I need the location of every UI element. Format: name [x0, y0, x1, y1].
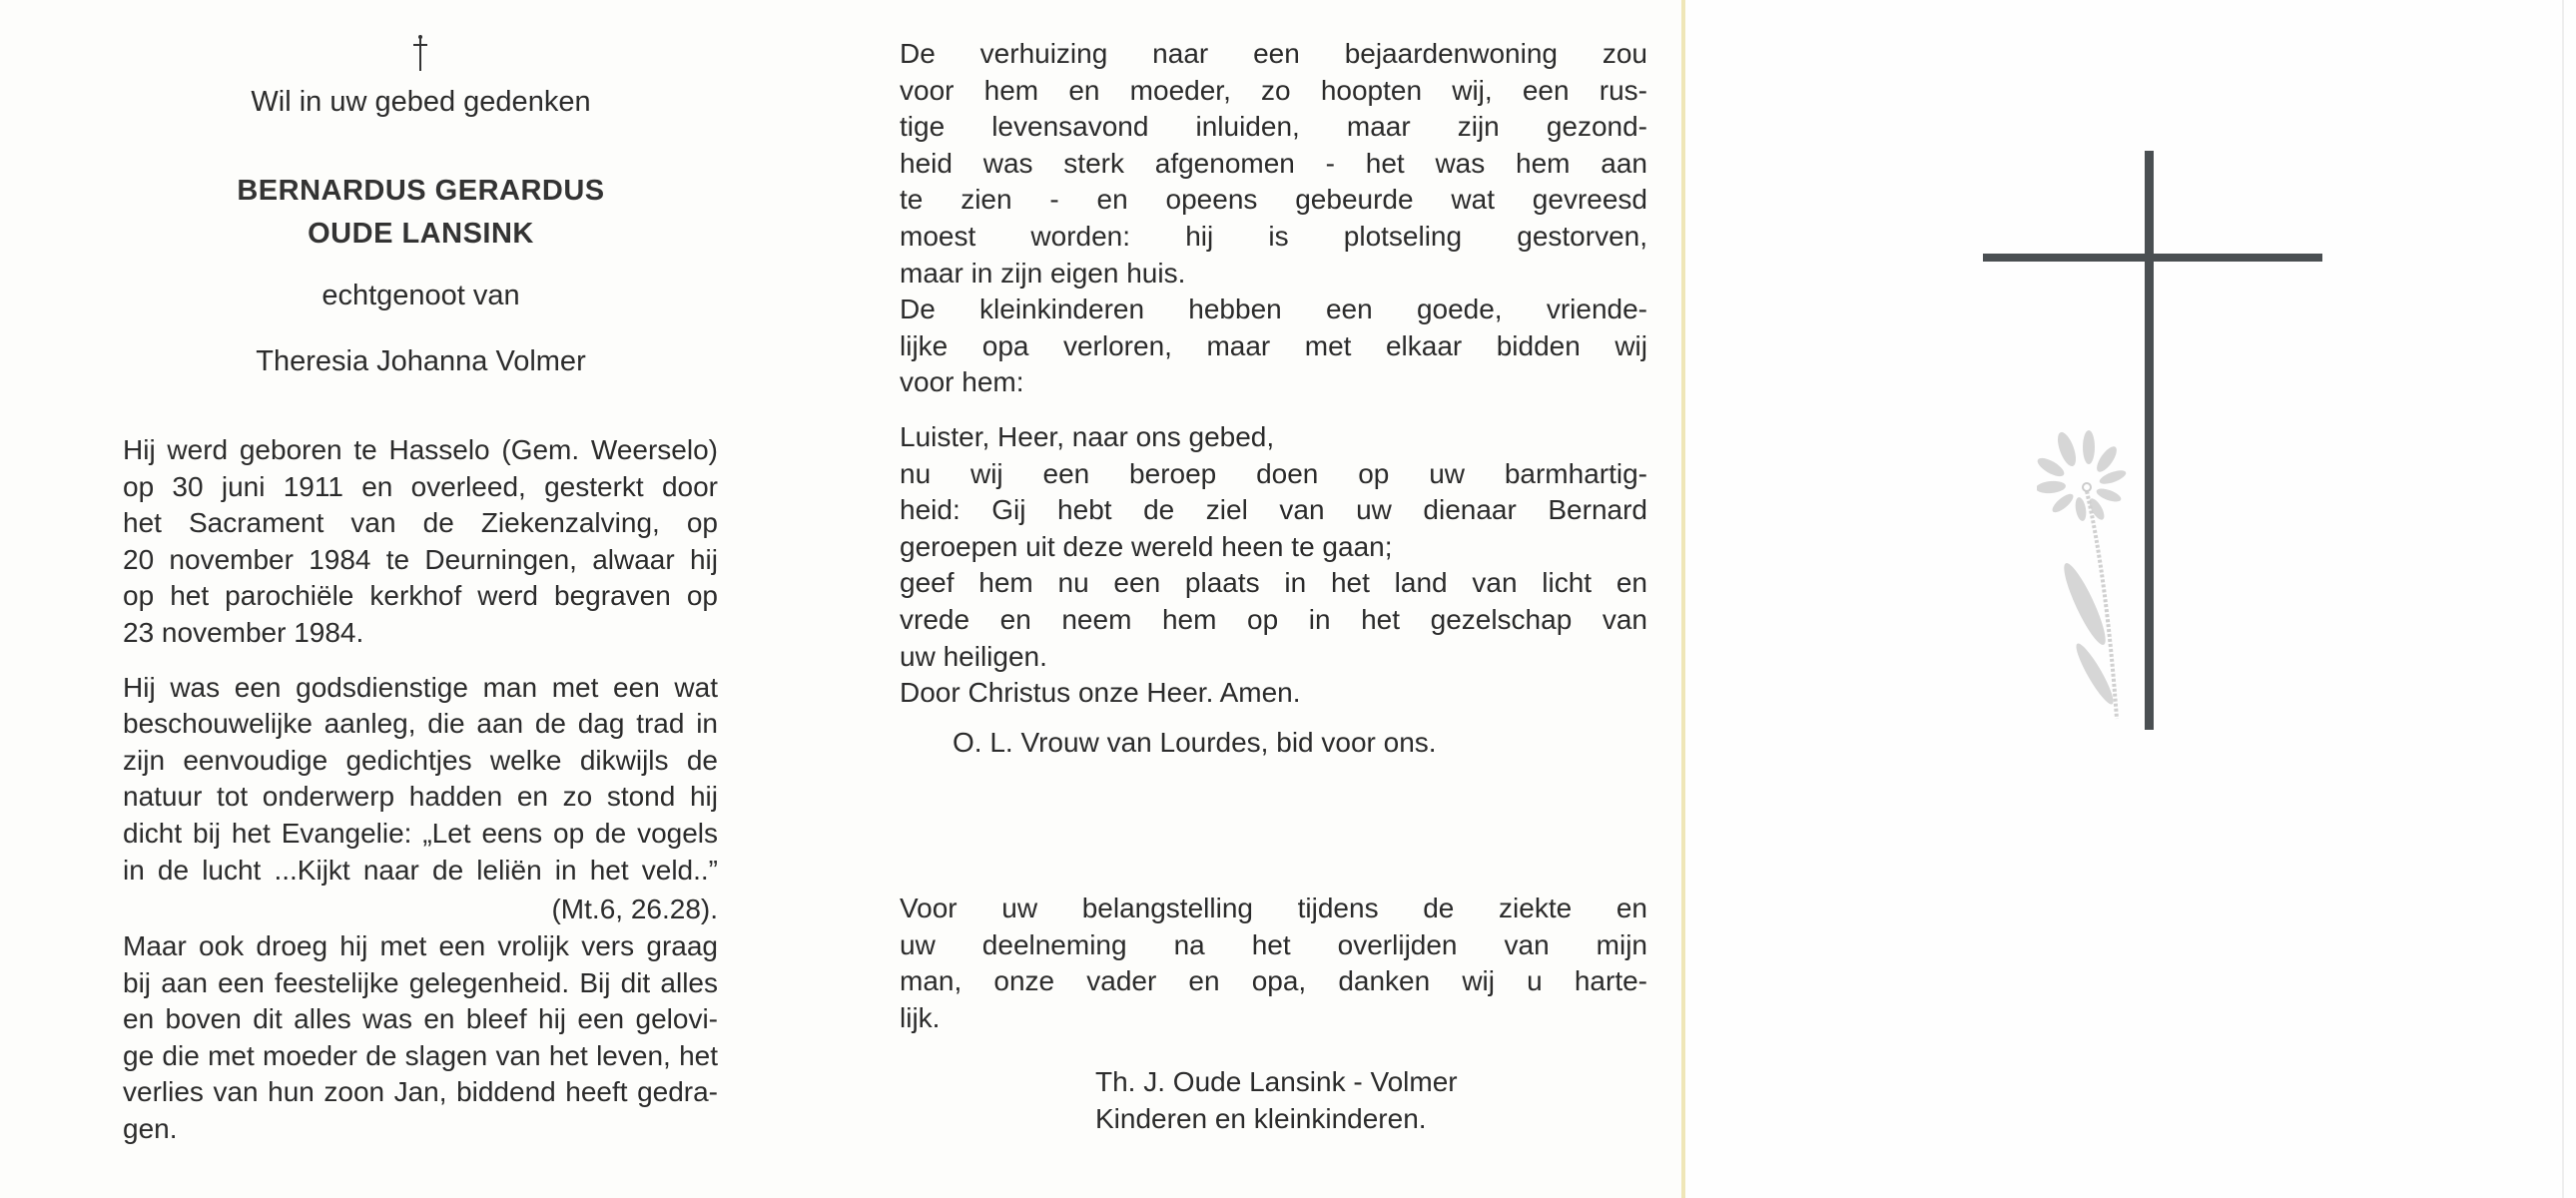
text-line: verlies van hun zoon Jan, biddend heeft gedra- — [123, 1076, 718, 1108]
card-edge — [2562, 0, 2564, 1198]
text-line: Luister, Heer, naar ons gebed, — [900, 421, 1275, 452]
invocation: Wil in uw gebed gedenken — [251, 86, 591, 118]
text-line: lijke opa verloren, maar met elkaar bidden wij — [900, 329, 1647, 361]
cross-beam — [1983, 254, 2322, 262]
text-line: Door Christus onze Heer. Amen. — [900, 677, 1301, 709]
text-line: Hij werd geboren te Hasselo (Gem. Weerselo) — [123, 434, 718, 465]
flower-icon — [2037, 429, 2147, 729]
text-line: moest worden: hij is plotseling gestorven, — [900, 220, 1647, 252]
text-line: maar in zijn eigen huis. — [900, 257, 1186, 289]
bible-citation: (Mt.6, 26.28). — [551, 894, 718, 924]
text-line: heid: Gij hebt de ziel van uw dienaar Bernard — [900, 494, 1647, 526]
thanks-text — [900, 891, 1647, 1036]
text-line: bij aan een feestelijke gelegenheid. Bij dit alles — [123, 966, 718, 998]
text-line: dicht bij het Evangelie: „Let eens op de vogels — [123, 817, 718, 849]
deceased-name-line1: BERNARDUS GERARDUS — [237, 175, 605, 207]
spouse-label: echtgenoot van — [322, 280, 520, 311]
text-line: ge die met moeder de slagen van het leven, het — [123, 1039, 718, 1071]
dagger-icon — [409, 34, 431, 72]
biography-text — [123, 432, 718, 889]
text-line: in de lucht ...Kijkt naar de leliën in het veld..” — [123, 854, 718, 886]
text-line: het Sacrament van de Ziekenzalving, op — [123, 507, 718, 539]
marian-invocation: O. L. Vrouw van Lourdes, bid voor ons. — [953, 727, 1437, 758]
text-line: uw deelneming na het overlijden van mijn — [900, 928, 1647, 960]
signature-line1: Th. J. Oude Lansink - Volmer — [1095, 1066, 1458, 1097]
biography-text-continued — [123, 928, 718, 1148]
text-line: te zien - en opeens gebeurde wat gevreesd — [900, 184, 1647, 216]
text-line: lijk. — [900, 1001, 941, 1033]
deceased-name-line2: OUDE LANSINK — [308, 218, 534, 250]
text-line: man, onze vader en opa, danken wij u harte- — [900, 965, 1647, 997]
text-line: Hij was een godsdienstige man met een wat — [123, 671, 718, 703]
signature-line2: Kinderen en kleinkinderen. — [1095, 1103, 1427, 1134]
text-line: vrede en neem hem op in het gezelschap van — [900, 603, 1647, 635]
text-line: op 30 juni 1911 en overleed, gesterkt door — [123, 470, 718, 502]
text-line: en boven dit alles was en bleef hij een gelovi- — [123, 1003, 718, 1035]
prayer-text — [900, 419, 1647, 712]
text-line: beschouwelijke aanleg, die aan de dag trad in — [123, 708, 718, 740]
story-text — [900, 36, 1647, 401]
text-line: De kleinkinderen hebben een goede, vriende- — [900, 294, 1647, 325]
text-line: De verhuizing naar een bejaardenwoning zou — [900, 38, 1647, 69]
text-line: geef hem nu een plaats in het land van licht en — [900, 567, 1647, 599]
text-line: voor hem en moeder, zo hoopten wij, een rus- — [900, 74, 1647, 106]
text-line: gen. — [123, 1112, 178, 1144]
text-line: op het parochiële kerkhof werd begraven op — [123, 580, 718, 612]
text-line: voor hem: — [900, 366, 1024, 398]
spouse-name: Theresia Johanna Volmer — [256, 345, 586, 377]
text-line: zijn eenvoudige gedichtjes welke dikwijls de — [123, 744, 718, 776]
text-line: nu wij een beroep doen op uw barmhartig- — [900, 457, 1647, 489]
card-fold-line — [1681, 0, 1685, 1198]
left-panel — [0, 0, 842, 1198]
text-line: uw heiligen. — [900, 640, 1047, 672]
text-line: natuur tot onderwerp hadden en zo stond hij — [123, 781, 718, 813]
text-line: 20 november 1984 te Deurningen, alwaar hij — [123, 543, 718, 575]
paragraph-gap — [123, 652, 718, 670]
text-line: 23 november 1984. — [123, 616, 364, 648]
text-line: geroepen uit deze wereld heen te gaan; — [900, 530, 1393, 562]
middle-panel — [842, 0, 1683, 1198]
text-line: Voor uw belangstelling tijdens de ziekte en — [900, 893, 1647, 923]
text-line: tige levensavond inluiden, maar zijn gezond- — [900, 111, 1647, 143]
text-line: Maar ook droeg hij met een vrolijk vers graag — [123, 930, 718, 961]
text-line: heid was sterk afgenomen - het was hem aan — [900, 147, 1647, 179]
